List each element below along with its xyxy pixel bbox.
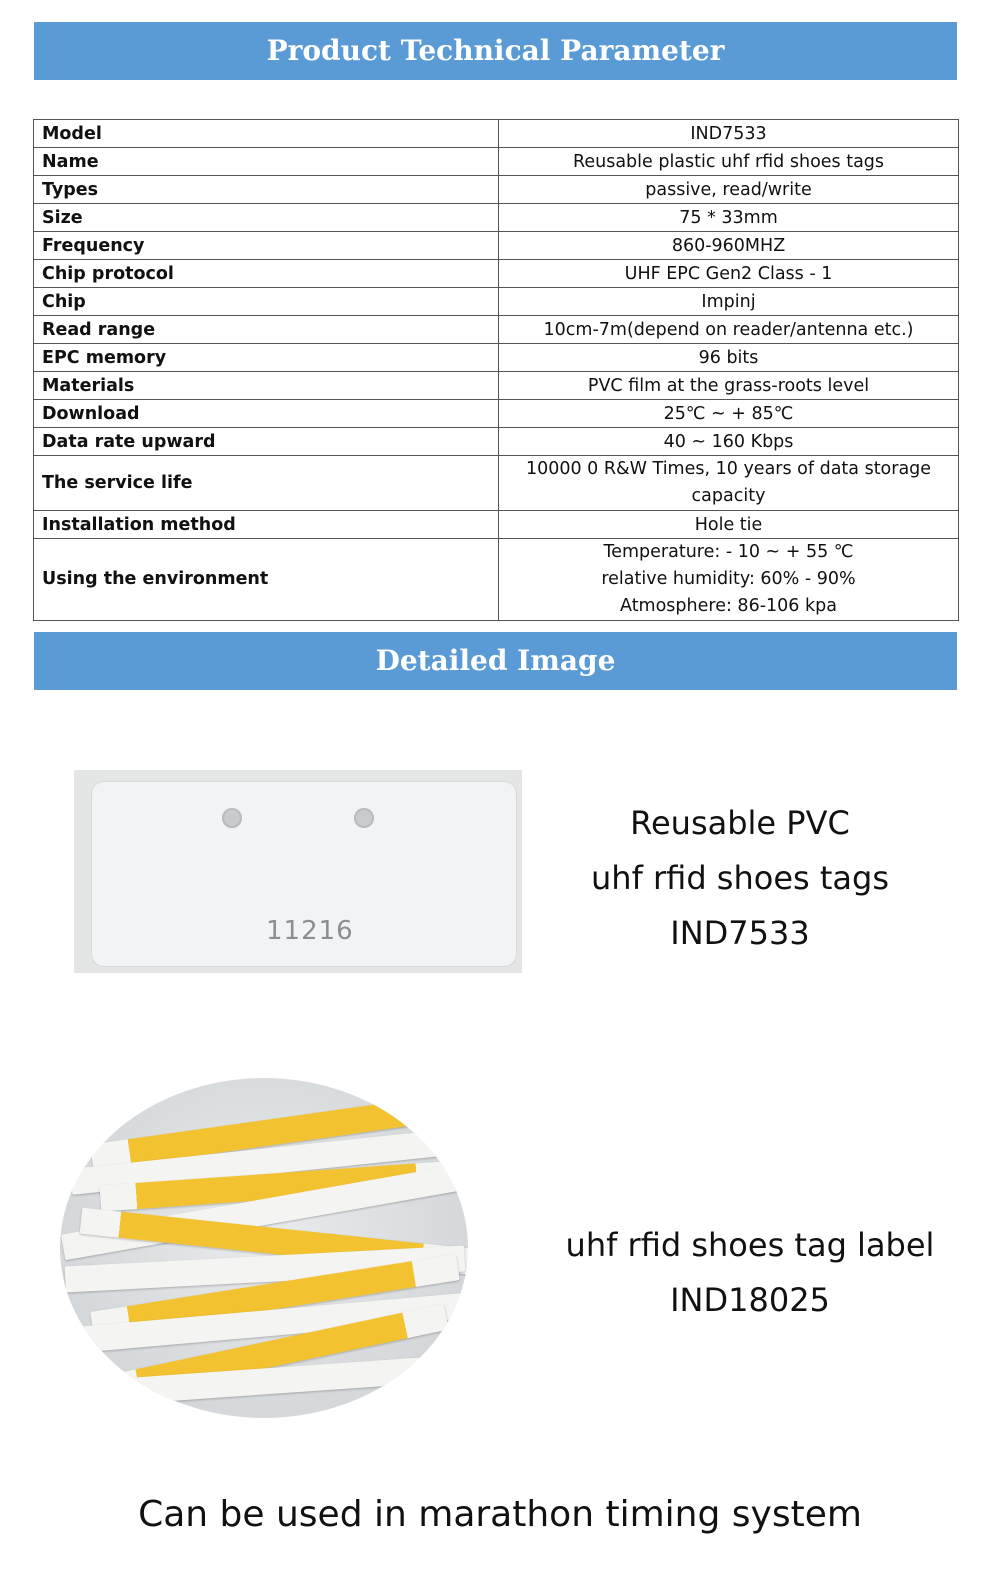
spec-value-line: UHF EPC Gen2 Class - 1 [624,263,833,284]
product-caption-ind7533 [560,796,920,961]
spec-row [34,232,959,260]
spec-value-line: Reusable plastic uhf rfid shoes tags [572,151,885,172]
caption-line: IND7533 [670,914,810,952]
spec-value [499,260,959,288]
spec-value [499,288,959,316]
spec-label: Download [34,400,499,428]
spec-value-line: Impinj [701,291,756,312]
spec-value-line: 96 bits [698,347,759,368]
spec-value [499,176,959,204]
spec-value-line: 860-960MHZ [671,235,786,256]
spec-row [34,428,959,456]
spec-label: Name [34,148,499,176]
tag-hole [222,808,242,828]
spec-value-line: Atmosphere: 86-106 kpa [620,596,837,616]
spec-row [34,316,959,344]
spec-label: Data rate upward [34,428,499,456]
spec-row [34,176,959,204]
spec-label: Using the environment [34,539,499,621]
spec-table [33,119,959,621]
spec-value-line: 40 ~ 160 Kbps [663,431,794,452]
caption-line: uhf rfid shoes tag label [565,1226,935,1264]
spec-value-line: capacity [691,486,766,506]
spec-value [499,232,959,260]
spec-row [34,539,959,621]
label-strips-photo [60,1078,468,1418]
tag-photo [74,770,522,973]
spec-value [499,204,959,232]
spec-row [34,372,959,400]
spec-row [34,400,959,428]
tag-number: 11216 [266,916,354,946]
spec-row [34,148,959,176]
spec-label: Types [34,176,499,204]
spec-value [499,316,959,344]
spec-row [34,204,959,232]
spec-value [499,428,959,456]
detailed-image-banner: Detailed Image [34,632,957,690]
spec-value-line: Hole tie [694,514,763,535]
caption-line: uhf rfid shoes tags [591,859,889,897]
spec-label: Frequency [34,232,499,260]
spec-value [499,456,959,511]
spec-label: EPC memory [34,344,499,372]
spec-value-line: 75 * 33mm [679,207,778,228]
spec-row [34,288,959,316]
spec-label: The service life [34,456,499,511]
spec-label: Read range [34,316,499,344]
spec-value [499,400,959,428]
pvc-tag-card [92,782,516,966]
spec-value [499,511,959,539]
spec-value [499,120,959,148]
tag-hole [354,808,374,828]
spec-value-line: 10000 0 R&W Times, 10 years of data storage [525,459,932,479]
spec-value [499,344,959,372]
spec-row [34,344,959,372]
spec-label: Chip protocol [34,260,499,288]
spec-label: Installation method [34,511,499,539]
spec-label: Size [34,204,499,232]
spec-value-line: Temperature: - 10 ~ + 55 ℃ [603,542,854,562]
spec-label: Chip [34,288,499,316]
caption-line: IND18025 [670,1281,830,1319]
spec-value-line: PVC film at the grass-roots level [587,375,870,396]
spec-label: Model [34,120,499,148]
caption-line: Reusable PVC [630,804,850,842]
spec-label: Materials [34,372,499,400]
spec-value-line: relative humidity: 60% - 90% [601,569,856,589]
spec-value-line: passive, read/write [645,179,812,200]
technical-parameter-banner: Product Technical Parameter [34,22,957,80]
spec-value-line: 25℃ ~ + 85℃ [663,403,794,424]
spec-value-line: IND7533 [690,123,767,144]
spec-row [34,456,959,511]
spec-row [34,260,959,288]
spec-row [34,120,959,148]
product-caption-ind18025 [540,1218,960,1328]
spec-value-line: 10cm-7m(depend on reader/antenna etc.) [543,319,914,340]
marathon-footer-text: Can be used in marathon timing system [138,1494,862,1535]
spec-value [499,539,959,621]
spec-value [499,148,959,176]
spec-value [499,372,959,400]
spec-row [34,511,959,539]
